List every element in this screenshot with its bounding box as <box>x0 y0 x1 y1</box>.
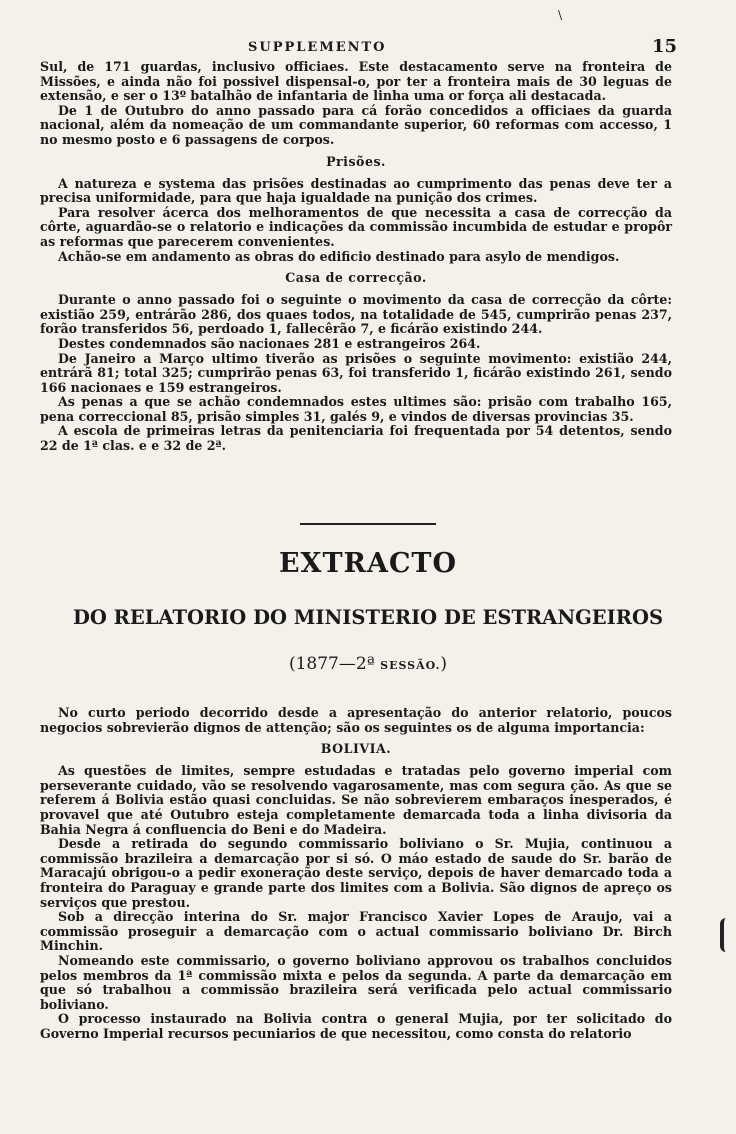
session-line <box>0 654 736 674</box>
section-divider <box>300 523 436 525</box>
paragraph: A natureza e systema das prisões destinadas ao cumprimento das penas deve ter a precisa uniformidade, para que haja igualdade na punição dos crimes. <box>40 175 672 206</box>
paragraph: Para resolver ácerca dos melhoramentos de que necessita a casa de correcção da côrte, aguardão-se o relatorio e indicações da commissão incumbida de estudar e propôr as reformas que parecerem convenientes. <box>40 204 672 249</box>
paragraph: O processo instaurado na Bolivia contra o general Mujia, por ter solicitado do Governo Imperial recursos pecuniarios de que necessitou, como consta do relatorio <box>40 1011 672 1041</box>
paragraph: Desde a retirada do segundo commissario boliviano o Sr. Mujia, continuou a commissão brazileira a demarcação por si só. O máo estado de saude do Sr. barão de Maracajú obrigou-o a pedir exoneração deste serviço, depois de haver demarcado toda a fronteira do Paraguay e grande parte dos limites com a Bolivia. São dignos de apreço os serviços que prestou. <box>40 836 672 910</box>
paragraph: As penas a que se achão condemnados estes ultimes são: prisão com trabalho 165, pena correccional 85, prisão simples 31, galés 9, e vindos de diversas provincias 35. <box>40 394 672 424</box>
paragraph: Durante o anno passado foi o seguinte o movimento da casa de correcção da côrte: existião 259, entrárão 286, dos quaes todos, na totalidade de 545, cumprirão penas 237, forão transferidos 56, perdoado 1, fallecêrão 7, e ficárão existindo 244. <box>40 292 672 337</box>
paragraph: De 1 de Outubro do anno passado para cá forão concedidos a officiaes da guarda nacional, além da nomeação de um commandante superior, 60 reformas com accesso, 1 no mesmo posto e 6 passagens de corpos. <box>40 102 672 147</box>
session-suffix: ) <box>440 654 448 674</box>
paragraph: As questões de limites, sempre estudadas e tratadas pelo governo imperial com perseverante cuidado, vão se resolvendo vagarosamente, mas com segura ção. As que se referem á Bolivia estão quasi concluidas. Se não sobrevierem embaraços inesperados, é provavel que até Outubro esteja completamente demarcada toda a linha divisoria da Bahia Negra á confluencia do Beni e do Madeira. <box>40 763 672 837</box>
paragraph: Sob a direcção interina do Sr. major Francisco Xavier Lopes de Araujo, vai a commissão proseguir a demarcação com o actual commissario boliviano Dr. Birch Minchin. <box>40 909 672 954</box>
extract-subtitle: DO RELATORIO DO MINISTERIO DE ESTRANGEIROS <box>72 606 664 629</box>
margin-mark: \ <box>558 8 563 22</box>
session-word: SESSÃO. <box>380 659 441 672</box>
paragraph: Destes condemnados são nacionaes 281 e estrangeiros 264. <box>58 335 481 351</box>
running-title: SUPPLEMENTO <box>248 40 387 55</box>
upper-text-block <box>40 60 672 454</box>
paragraph: De Janeiro a Março ultimo tiverão as prisões o seguinte movimento: existião 244, entrárã 81; total 325; cumprirão penas 63, foi transferido 1, ficárão existindo 261, sendo 166 nacionaes e 159 estrangeiros. <box>40 350 672 395</box>
section-heading-bolivia: BOLIVIA. <box>320 741 392 757</box>
session-prefix: (1877—2ª <box>288 654 375 674</box>
paragraph: Nomeando este commissario, o governo boliviano approvou os trabalhos concluidos pelos membros da 1ª commissão mixta e pelos da segunda. A parte da demarcação em que só trabalhou a commissão brazileira será verificada pelo actual commissario boliviano. <box>40 952 672 1012</box>
section-heading-prisoes: Prisões. <box>326 153 386 169</box>
paragraph: No curto periodo decorrido desde a apresentação do anterior relatorio, poucos negocios sobrevierão dignos de attenção; são os seguintes os de alguma importancia: <box>40 705 672 735</box>
paragraph: Achão-se em andamento as obras do edificio destinado para asylo de mendigos. <box>58 248 620 264</box>
lower-text-block <box>40 706 672 1041</box>
paragraph: A escola de primeiras letras da penitenciaria foi frequentada por 54 detentos, sendo 22 de 1ª clas. e e 32 de 2ª. <box>40 423 672 454</box>
paragraph: Sul, de 171 guardas, inclusivo officiaes. Este destacamento serve na fronteira de Missões, e ainda não foi possivel dispensal-o, por ter a fronteira mais de 30 leguas de extensão, e ser o 13º batalhão de infantaria de linha uma or força ali destacada. <box>40 59 672 104</box>
margin-bracket <box>720 918 734 952</box>
section-heading-casa-correccao: Casa de correcção. <box>285 270 427 286</box>
extract-title: EXTRACTO <box>278 548 458 579</box>
page-number: 15 <box>652 36 678 57</box>
